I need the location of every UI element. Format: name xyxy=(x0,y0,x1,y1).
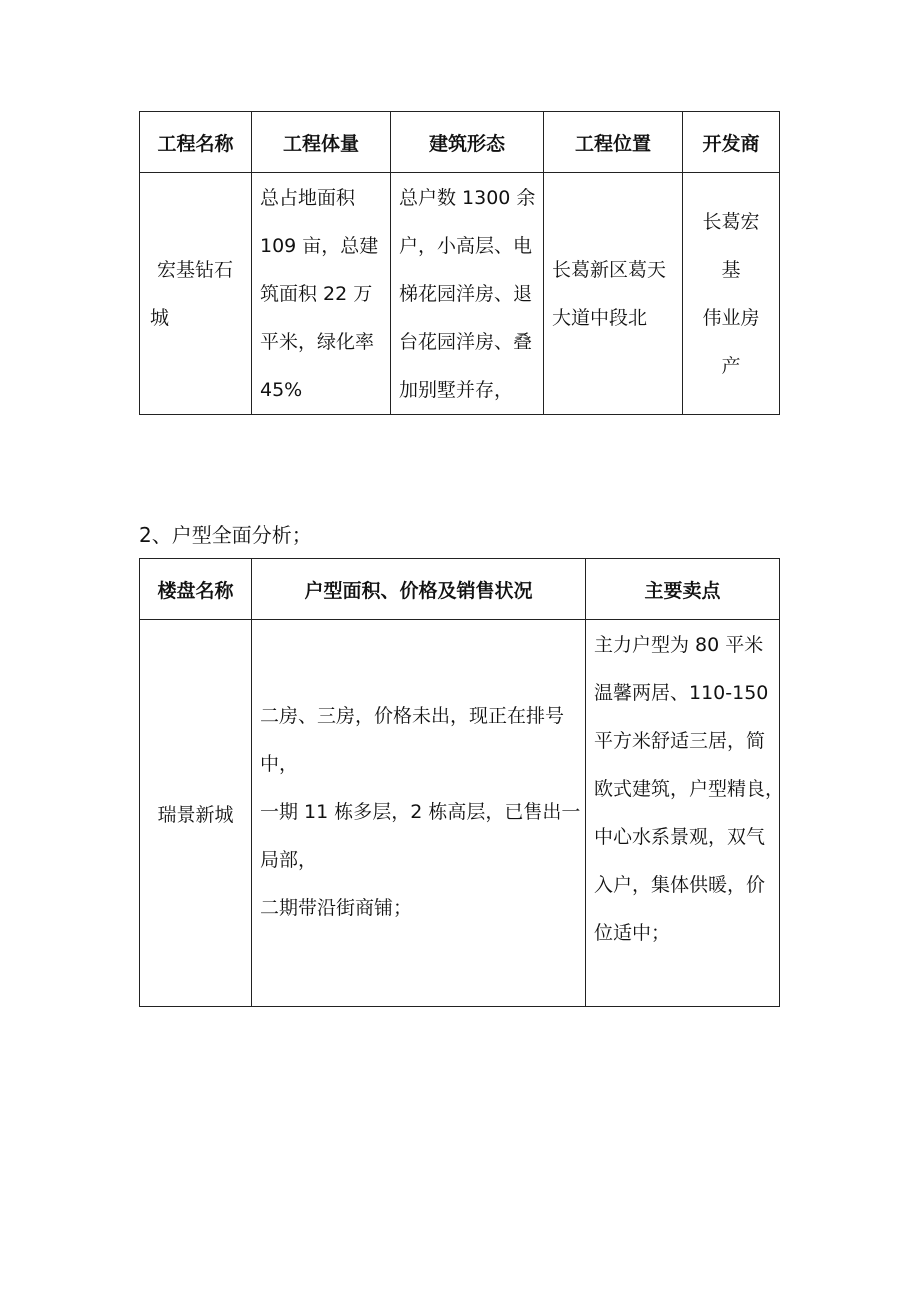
cell-selling-points: 主力户型为 80 平米 温馨两居、110-150 平方米舒适三居，简 欧式建筑，户型精良， 中心水系景观，双气 入户，集体供暖，价 位适中； xyxy=(586,620,780,1007)
header-project-volume: 工程体量 xyxy=(252,112,391,173)
header-project-location: 工程位置 xyxy=(544,112,683,173)
cell-unit-price-sales: 二房、三房，价格未出，现正在排号 中， 一期 11 栋多层，2 栋高层，已售出一 局部， 二期带沿街商铺； xyxy=(252,620,586,1007)
header-property-name: 楼盘名称 xyxy=(140,559,252,620)
header-project-name: 工程名称 xyxy=(140,112,252,173)
header-selling-points: 主要卖点 xyxy=(586,559,780,620)
table-row xyxy=(140,620,780,1007)
cell-building-form: 总户数 1300 余 户，小高层、电 梯花园洋房、退 台花园洋房、叠 加别墅并存， xyxy=(391,173,544,415)
cell-project-location: 长葛新区葛天 大道中段北 xyxy=(544,173,683,415)
unit-analysis-table xyxy=(139,558,785,1007)
cell-developer: 长葛宏 基 伟业房 产 xyxy=(683,173,780,415)
table-header-row xyxy=(140,112,780,173)
table-row xyxy=(140,173,780,415)
header-developer: 开发商 xyxy=(683,112,780,173)
cell-property-name: 瑞景新城 xyxy=(140,620,252,1007)
header-unit-price-sales: 户型面积、价格及销售状况 xyxy=(252,559,586,620)
cell-project-volume: 总占地面积 109 亩，总建 筑面积 22 万 平米，绿化率 45% xyxy=(252,173,391,415)
project-table xyxy=(139,111,780,415)
table-header-row xyxy=(140,559,780,620)
cell-project-name: 宏基钻石 城 xyxy=(140,173,252,415)
header-building-form: 建筑形态 xyxy=(391,112,544,173)
section-heading: 2、户型全面分析； xyxy=(139,523,312,547)
